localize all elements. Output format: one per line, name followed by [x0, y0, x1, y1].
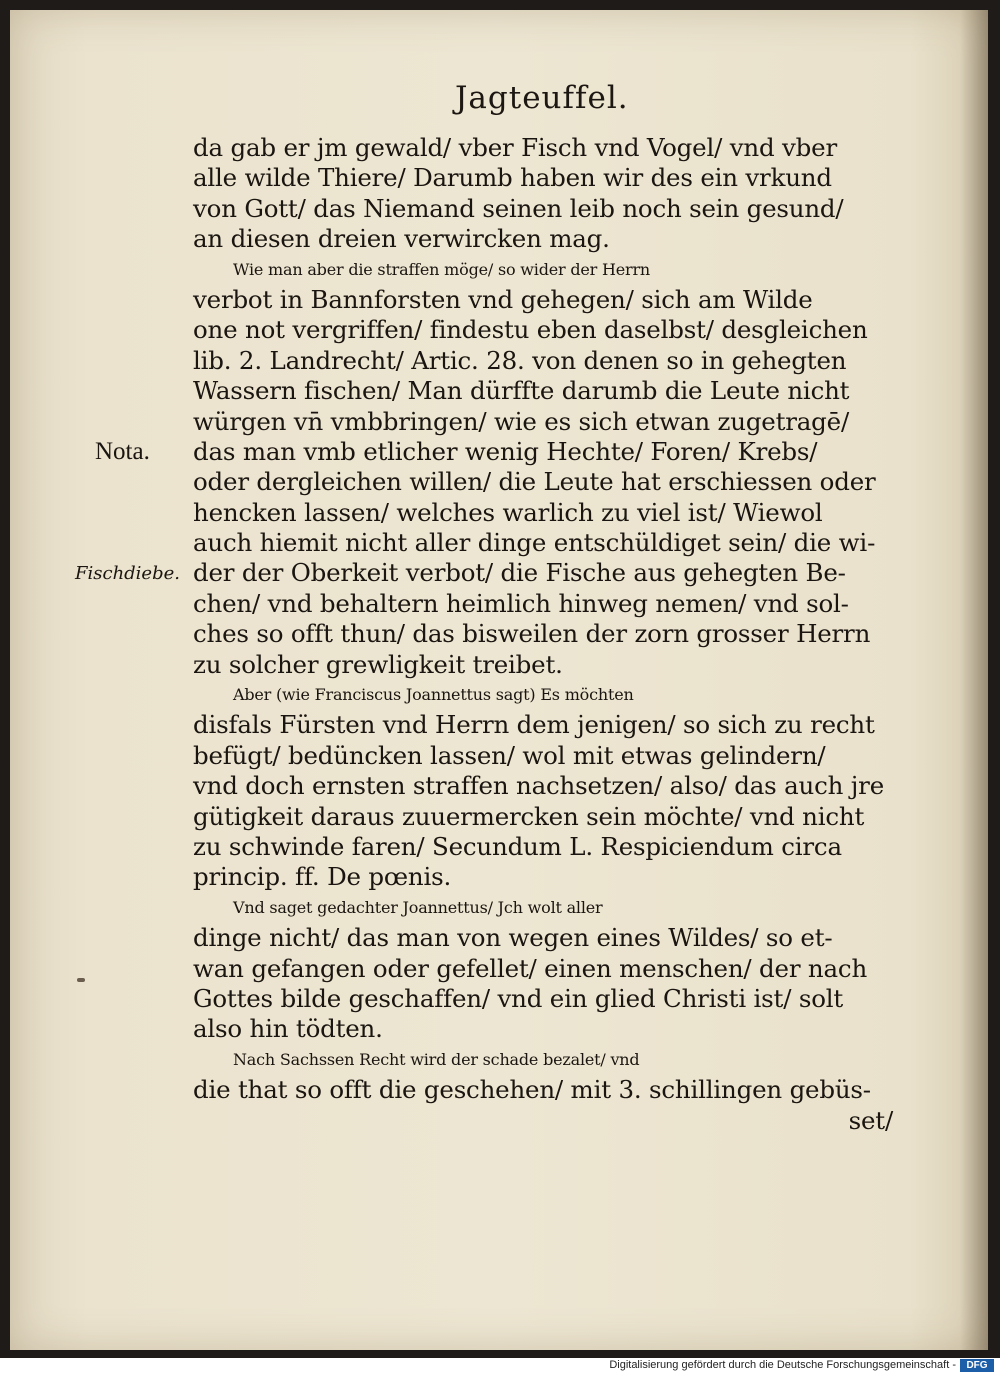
text-line: Aber (wie Franciscus Joannettus sagt) Es möchten	[233, 685, 634, 705]
margin-note-fischdiebe: Fischdiebe.	[75, 563, 180, 584]
text-line: vnd doch ernsten straffen nachsetzen/ also/ das auch jre	[193, 771, 884, 801]
text-line: ches so offt thun/ das bisweilen der zorn grosser Herrn	[193, 619, 871, 649]
text-line: von Gott/ das Niemand seinen leib noch sein gesund/	[193, 193, 844, 223]
digitization-footer	[0, 1358, 1000, 1374]
text-line: oder dergleichen willen/ die Leute hat erschiessen oder	[193, 467, 876, 497]
running-head: Jagteuffel.	[455, 80, 629, 116]
text-line: hencken lassen/ welches warlich zu viel ist/ Wiewol	[193, 497, 823, 527]
text-line: dinge nicht/ das man von wegen eines Wildes/ so et-	[193, 923, 833, 953]
text-line: Vnd saget gedachter Joannettus/ Jch wolt aller	[233, 897, 603, 917]
text-line: princip. ff. De pœnis.	[193, 862, 452, 892]
ink-speck	[77, 978, 85, 982]
text-line: da gab er jm gewald/ vber Fisch vnd Vogel/ vnd vber	[193, 133, 837, 162]
text-line: an diesen dreien verwircken mag.	[193, 224, 610, 254]
text-line: alle wilde Thiere/ Darumb haben wir des ein vrkund	[193, 163, 832, 193]
text-line: Gottes bilde geschaffen/ vnd ein glied Christi ist/ solt	[193, 983, 844, 1013]
text-line: wan gefangen oder gefellet/ einen menschen/ der nach	[193, 953, 868, 983]
footer-credit: Digitalisierung gefördert durch die Deutsche Forschungsgemeinschaft -	[609, 1359, 956, 1371]
text-line: zu solcher grewligkeit treibet.	[193, 649, 563, 679]
text-line: Wassern fischen/ Man dürffte darumb die Leute nicht	[193, 376, 850, 406]
catchword: set/	[848, 1105, 893, 1135]
text-line: zu schwinde faren/ Secundum L. Respiciendum circa	[193, 831, 842, 861]
text-line: gütigkeit daraus zuuermercken sein möchte/ vnd nicht	[193, 801, 865, 831]
text-line: lib. 2. Landrecht/ Artic. 28. von denen so in gehegten	[193, 345, 847, 375]
text-line: das man vmb etlicher wenig Hechte/ Foren/ Krebs/	[193, 436, 818, 466]
text-line: Nach Sachssen Recht wird der schade bezalet/ vnd	[233, 1049, 640, 1069]
text-line: also hin tödten.	[193, 1014, 383, 1044]
text-line: disfals Fürsten vnd Herrn dem jenigen/ so sich zu recht	[193, 710, 875, 740]
text-line: der der Oberkeit verbot/ die Fische aus gehegten Be-	[193, 558, 846, 588]
text-line: befügt/ bedüncken lassen/ wol mit etwas gelindern/	[193, 740, 826, 770]
text-line: auch hiemit nicht aller dinge entschüldiget sein/ die wi-	[193, 528, 876, 558]
text-line: one not vergriffen/ findestu eben daselbst/ desgleichen	[193, 315, 868, 345]
text-line: würgen vn̄ vmbbringen/ wie es sich etwan zugetragē/	[193, 406, 849, 436]
text-line: Wie man aber die straffen möge/ so wider der Herrn	[233, 259, 651, 279]
body-text	[193, 133, 913, 1136]
text-line: chen/ vnd behaltern heimlich hinweg nemen/ vnd sol-	[193, 588, 849, 618]
dfg-logo[interactable]: DFG	[960, 1359, 994, 1372]
text-line: verbot in Bannforsten vnd gehegen/ sich am Wilde	[193, 284, 813, 314]
text-line: die that so offt die geschehen/ mit 3. schillingen gebüs-	[193, 1075, 871, 1105]
page-edge-shadow	[960, 10, 988, 1350]
margin-note-nota: Nota.	[95, 438, 150, 465]
